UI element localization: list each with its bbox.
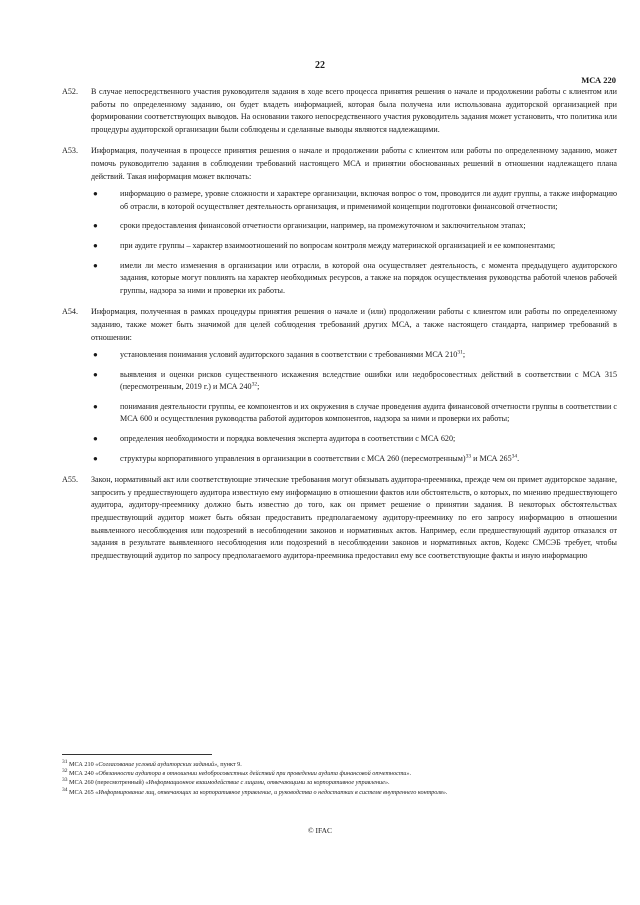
bullet-icon: ● xyxy=(93,434,98,444)
paragraph-a53 xyxy=(62,145,617,297)
copyright: © IFAC xyxy=(307,826,333,835)
list-item: ● при аудите группы – характер взаимоотношений по вопросам контроля между материнской организацией и ее компонентами; xyxy=(91,240,617,253)
bullet-icon: ● xyxy=(93,260,98,270)
bullet-icon: ● xyxy=(93,221,98,231)
bullet-icon: ● xyxy=(93,189,98,199)
footnote-ref: 31 xyxy=(457,349,463,356)
paragraph-number: A54. xyxy=(62,307,78,317)
paragraph-number: A53. xyxy=(62,146,78,156)
bullet-icon: ● xyxy=(93,350,98,360)
paragraph-text: В случае непосредственного участия руководителя задания в ходе всего процесса принятия решения о начале и продолжении работы с клиентом или работы по определенному заданию, он будет владеть информацией, которая была получена или использована аудиторской организацией при формировании соответствующих выводов. На основании такого непосредственного участия руководитель задания может установить, что политика или процедуры аудиторской организации были соблюдены и сделанные выводы являются надлежащими. xyxy=(91,87,617,134)
page-number: 22 xyxy=(315,60,325,71)
paragraph-a54 xyxy=(62,306,617,465)
bullet-icon: ● xyxy=(93,453,98,463)
list-item: ● выявления и оценки рисков существенного искажения вследствие ошибки или недобросовестных действий в соответствии с МСА 315 (пересмотренным, 2019 г.) и МСА $240^{32}$; xyxy=(93,369,617,392)
standard-label: МСА 220 xyxy=(581,75,616,85)
list-item: ● сроки предоставления финансовой отчетности организации, например, на промежуточном и заключительном этапах; xyxy=(91,220,617,233)
footnote: $^{33}$ МСА 260 (пересмотренный) «Информационное взаимодействие с лицами, отвечающими за корпоративное управление». xyxy=(62,777,390,787)
paragraph-a55 xyxy=(62,474,617,562)
main-content xyxy=(62,86,617,571)
bullet-icon: ● xyxy=(93,369,98,379)
paragraph-number: A55. xyxy=(62,475,78,485)
paragraph-text: Информация, полученная в рамках процедуры принятия решения о начале и (или) продолжении работы с клиентом или работы по определенному заданию, также может быть значимой для целей соблюдения требований других МСА, а также настоящего стандарта, например требований в отношении: xyxy=(91,307,617,342)
footnote: $^{34}$ МСА 265 «Информирование лиц, отвечающих за корпоративное управление, и руководства о недостатках в системе внутреннего контроля». xyxy=(62,786,448,796)
list-item: ● установления понимания условий аудиторского задания в соответствии с требованиями МСА $210^{31}$; xyxy=(91,349,617,362)
list-item: ● структуры корпоративного управления в организации в соответствии с МСА 260 (пересмотренным)$^{33}$ и МСА $265^{34}$. xyxy=(91,453,617,466)
paragraph-text: Закон, нормативный акт или соответствующие этические требования могут обязывать аудитора-преемника, прежде чем он примет аудиторское задание, запросить у предшествующего аудитора известную ему информацию в отношении фактов или обстоятельств, о которых, по мнению предшествующего аудитора, аудитору-преемнику должно быть известно до того, как он примет решение о принятии задания. В некоторых обстоятельствах предшествующий аудитор может быть обязан предоставить предполагаемому аудитору-преемнику по его запросу информацию в отношении выявленного несоблюдения или подозрений в несоблюдении законов и нормативных актов. Например, если предшествующий аудитор отказался от задания в результате выявленного несоблюдения или подозрений в несоблюдении законов и нормативных актов, Кодекс СМСЭБ требует, чтобы предшествующий аудитор по запросу предполагаемого аудитора-преемника предоставил ему все соответствующие факты и иную информацию xyxy=(91,475,617,560)
bullet-list xyxy=(91,188,617,297)
bullet-list xyxy=(91,349,617,465)
list-item: ● понимания деятельности группы, ее компонентов и их окружения в случае проведения аудита финансовой отчетности группы в соответствии с МСА 600 и осуществления руководства работой аудиторов компонентов, надзора за ними и проверки их работы; xyxy=(93,401,617,424)
footnote-ref: 33 xyxy=(465,452,472,459)
footnote: $^{31}$ МСА 210 «Согласование условий аудиторских заданий», пункт 9. xyxy=(62,758,242,768)
bullet-icon: ● xyxy=(93,240,98,250)
paragraph-number: A52. xyxy=(62,87,78,96)
list-item: ● определения необходимости и порядка вовлечения эксперта аудитора в соответствии с МСА 620; xyxy=(91,433,617,446)
footnotes xyxy=(62,760,622,797)
list-item: ● информацию о размере, уровне сложности и характере организации, включая вопрос о том, проводится ли аудит группы, а также информацию об отрасли, в которой осуществляет деятельность организация, и применимой концепции подготовки финансовой отчетности; xyxy=(93,189,617,211)
list-item: ● имели ли место изменения в организации или отрасли, в которой она осуществляет деятельность, с момента предыдущего аудиторского задания, которые могут повлиять на характер необходимых ресурсов, а также на порядок осуществления руководства работой членов рабочей группы, надзора за ними и проверки их работы. xyxy=(93,260,617,295)
footnote-ref: 32 xyxy=(251,381,258,388)
paragraph-text: Информация, полученная в процессе принятия решения о начале и продолжении работы с клиентом или работы по определенному заданию, может помочь руководителю задания в соблюдении требований настоящего МСА и принятии обоснованных решений в отношении надлежащего плана действий. Такая информация может включать: xyxy=(91,146,617,181)
bullet-icon: ● xyxy=(93,401,98,411)
paragraph-a52 xyxy=(62,86,617,136)
footnote: $^{32}$ МСА 240 «Обязанности аудитора в отношении недобросовестных действий при проведении аудита финансовой отчетности». xyxy=(62,768,412,778)
footnote-ref: 34 xyxy=(511,452,518,459)
footnote-divider xyxy=(62,754,212,755)
